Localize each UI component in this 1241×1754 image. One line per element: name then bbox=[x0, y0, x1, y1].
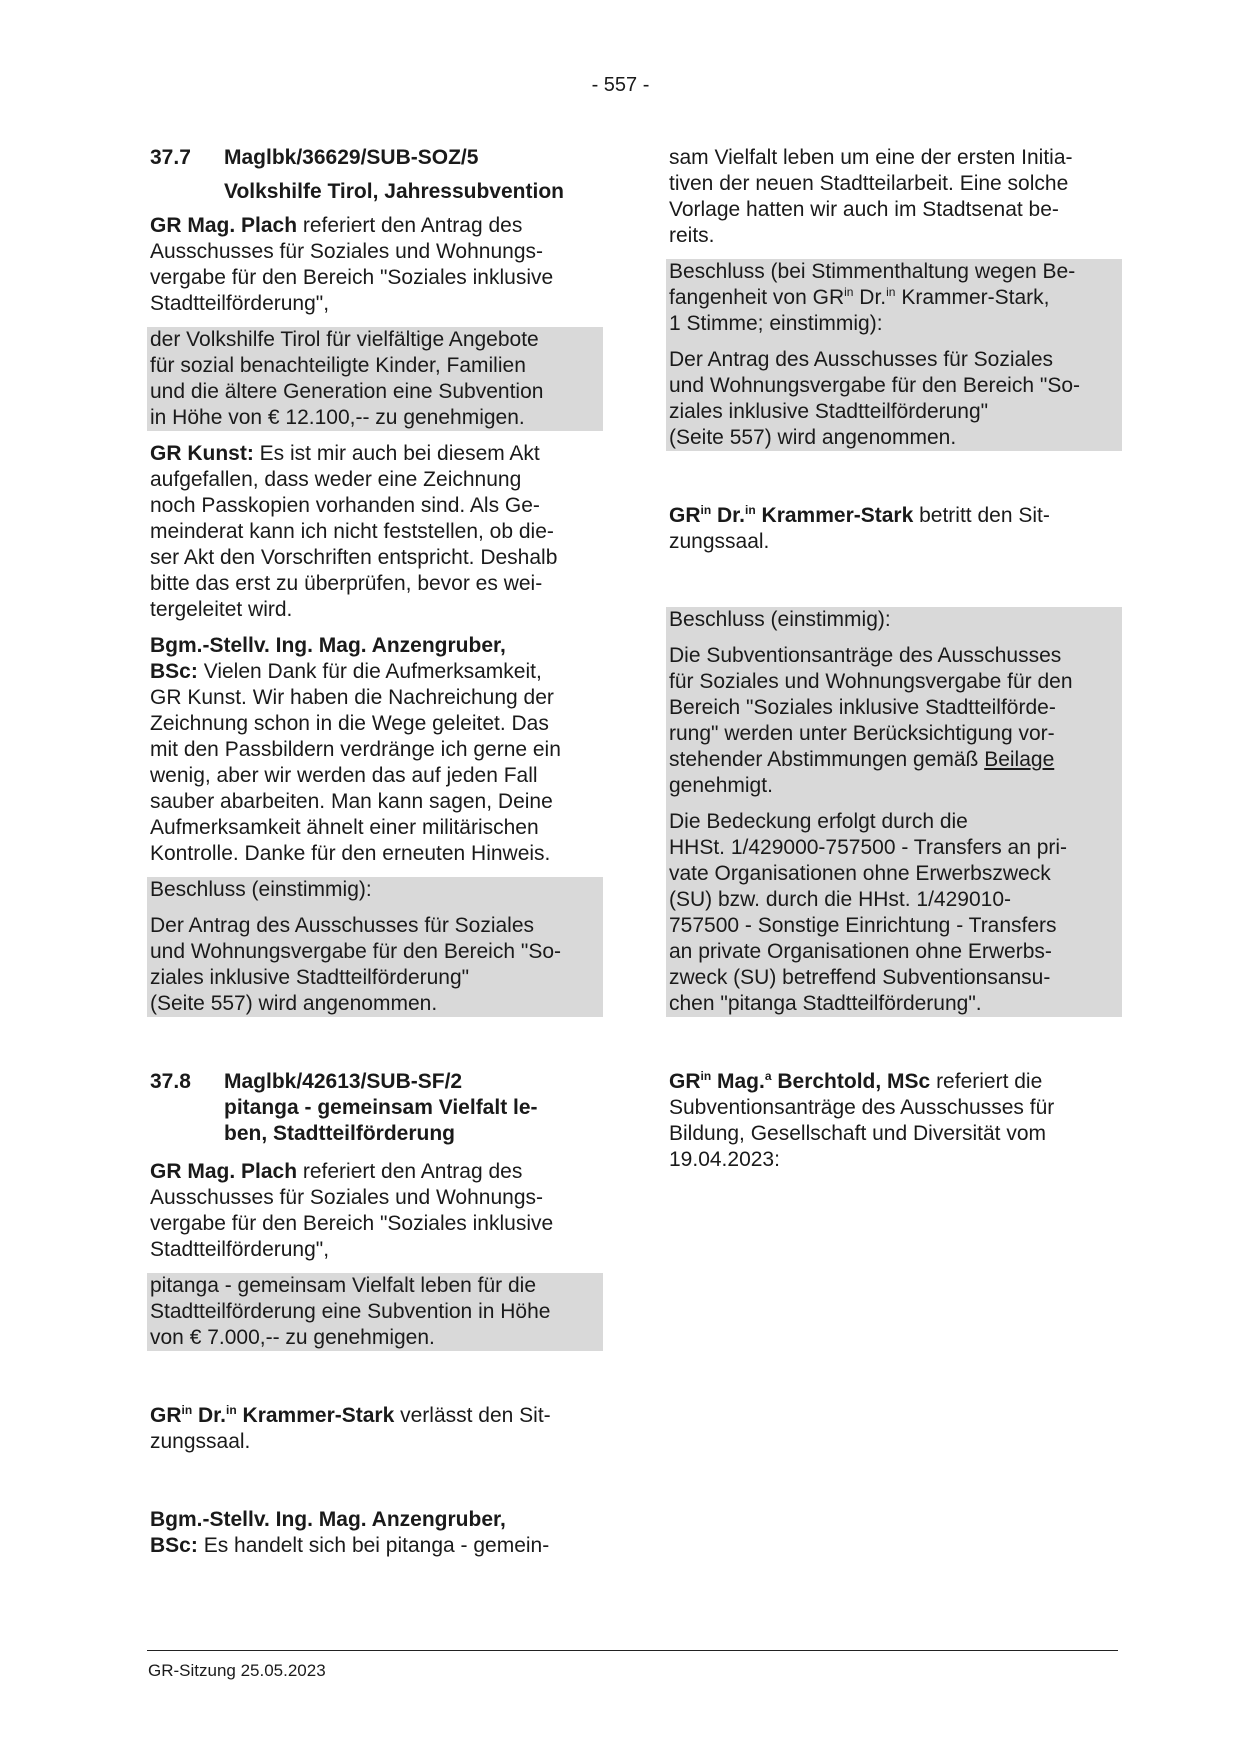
speaker-name: Bgm.-Stellv. Ing. Mag. Anzengruber, bbox=[150, 634, 506, 657]
paragraph-anzengruber-1: Bgm.-Stellv. Ing. Mag. Anzengruber, BSc: Vielen Dank für die Aufmerksamkeit, GR Kunst. Wir haben die Nachreichung der Zeichnung schon in die Wege geleitet. Das mit den Passbildern verdränge ich gerne ein wenig, aber wir werden das auf jeden Fall sauber abarbeiten. Man kann sagen, Deine Aufmerksamkeit ähnelt einer militärischen Kontrolle. Danke für den erneuten Hinweis. bbox=[150, 634, 561, 865]
paragraph-anzengruber-2-continued: sam Vielfalt leben um eine der ersten Initia- tiven der neuen Stadtteilarbeit. Eine solche Vorlage hatten wir auch im Stadtsenat be- reits. bbox=[669, 146, 1073, 247]
paragraph-berchtold: $GR^{in}$ Mag.$^a$ Berchtold, MSc referiert die Subventionsanträge des Ausschusses für Bildung, Gesellschaft und Diversität vom 19.04.2023: bbox=[669, 1069, 1055, 1171]
paragraph-anzengruber-2: Bgm.-Stellv. Ing. Mag. Anzengruber, BSc: Es handelt sich bei pitanga - gemein- bbox=[150, 1508, 550, 1557]
resolution-text: Die Subventionsanträge des Ausschusses für Soziales und Wohnungsvergabe für den Bereich "Soziales inklusive Stadtteilförde- rung" werden unter Berücksichtigung vor- stehender Abstimmungen gemäß Beilage genehmigt. bbox=[666, 643, 1122, 809]
speaker-name: $GR^{in}$ Dr.$^{in}$ Krammer-Stark bbox=[150, 1403, 395, 1427]
agenda-item-37-8-heading: 37.8 Maglbk/42613/SUB-SF/2 pitanga - gemeinsam Vielfalt le- ben, Stadtteilförderung bbox=[150, 1070, 538, 1145]
footer-session-date: GR-Sitzung 25.05.2023 bbox=[148, 1661, 326, 1680]
speaker-name: GR Mag. Plach bbox=[150, 214, 298, 237]
paragraph-krammer-enters: $GR^{in}$ Dr.$^{in}$ Krammer-Stark betritt den Sit- zungssaal. bbox=[669, 503, 1050, 553]
agenda-number: 37.7 bbox=[150, 146, 191, 169]
resolution-heading: Beschluss (einstimmig): bbox=[666, 607, 1122, 643]
speaker-name: $GR^{in}$ Mag.$^a$ Berchtold, MSc bbox=[669, 1069, 931, 1093]
beilage-link[interactable]: Beilage bbox=[984, 748, 1055, 771]
left-column bbox=[147, 145, 603, 1569]
motion-text-volkshilfe: der Volkshilfe Tirol für vielfältige Angebote für sozial benachteiligte Kinder, Familien und die ältere Generation eine Subvention in Höhe von € 12.100,-- zu genehmigen. bbox=[147, 327, 603, 431]
agenda-number: 37.8 bbox=[150, 1070, 191, 1093]
agenda-code: Maglbk/36629/SUB-SOZ/5 bbox=[224, 146, 479, 169]
speaker-name: Bgm.-Stellv. Ing. Mag. Anzengruber, bbox=[150, 1508, 506, 1531]
agenda-title: Volkshilfe Tirol, Jahressubvention bbox=[224, 180, 564, 203]
paragraph-kunst: GR Kunst: Es ist mir auch bei diesem Akt aufgefallen, dass weder eine Zeichnung noch Passkopien vorhanden sind. Als Ge- meinderat kann ich nicht feststellen, ob die- ser Akt den Vorschriften entspricht. Deshalb bitte das erst zu überprüfen, bevor es wei- tergeleitet wird. bbox=[150, 442, 558, 621]
page-number: - 557 - bbox=[591, 74, 650, 96]
resolution-heading: Beschluss (bei Stimmenthaltung wegen Be- fangenheit von $GR^{in}$ Dr.$^{in}$ Krammer-Stark, 1 Stimme; einstimmig): bbox=[666, 259, 1122, 347]
speaker-name: GR Kunst: bbox=[150, 442, 254, 465]
funding-text: Die Bedeckung erfolgt durch die HHSt. 1/429000-757500 - Transfers an pri- vate Organisationen ohne Erwerbszweck (SU) bzw. durch die HHst. 1/429010- 757500 - Sonstige Einrichtung - Transfers an private Organisationen ohne Erwerbs- zweck (SU) betreffend Subventionsansu- chen "pitanga Stadtteilförderung". bbox=[666, 809, 1122, 1017]
agenda-code: Maglbk/42613/SUB-SF/2 bbox=[224, 1070, 463, 1093]
paragraph-plach-2: GR Mag. Plach referiert den Antrag des Ausschusses für Soziales und Wohnungs- vergabe für den Bereich "Soziales inklusive Stadtteilförderung", bbox=[150, 1160, 554, 1261]
right-column bbox=[666, 145, 1122, 1183]
resolution-text: Der Antrag des Ausschusses für Soziales und Wohnungsvergabe für den Bereich "So- ziales inklusive Stadtteilförderung" (Seite 557) wird angenommen. bbox=[147, 913, 603, 1017]
motion-text-pitanga: pitanga - gemeinsam Vielfalt leben für die Stadtteilförderung eine Subvention in Höhe von € 7.000,-- zu genehmigen. bbox=[147, 1273, 603, 1351]
resolution-text: Der Antrag des Ausschusses für Soziales und Wohnungsvergabe für den Bereich "So- ziales inklusive Stadtteilförderung" (Seite 557) wird angenommen. bbox=[666, 347, 1122, 451]
speaker-name: $GR^{in}$ Dr.$^{in}$ Krammer-Stark bbox=[669, 503, 914, 527]
footer-divider bbox=[147, 1650, 1118, 1651]
agenda-title: pitanga - gemeinsam Vielfalt le- bbox=[224, 1096, 538, 1119]
agenda-item-37-7-heading bbox=[147, 145, 603, 205]
paragraph-plach-1: GR Mag. Plach referiert den Antrag des Ausschusses für Soziales und Wohnungs- vergabe für den Bereich "Soziales inklusive Stadtteilförderung", bbox=[150, 214, 554, 315]
resolution-heading: Beschluss (einstimmig): bbox=[147, 877, 603, 913]
speaker-name: GR Mag. Plach bbox=[150, 1160, 298, 1183]
paragraph-krammer-leaves: $GR^{in}$ Dr.$^{in}$ Krammer-Stark verlässt den Sit- zungssaal. bbox=[150, 1403, 551, 1453]
